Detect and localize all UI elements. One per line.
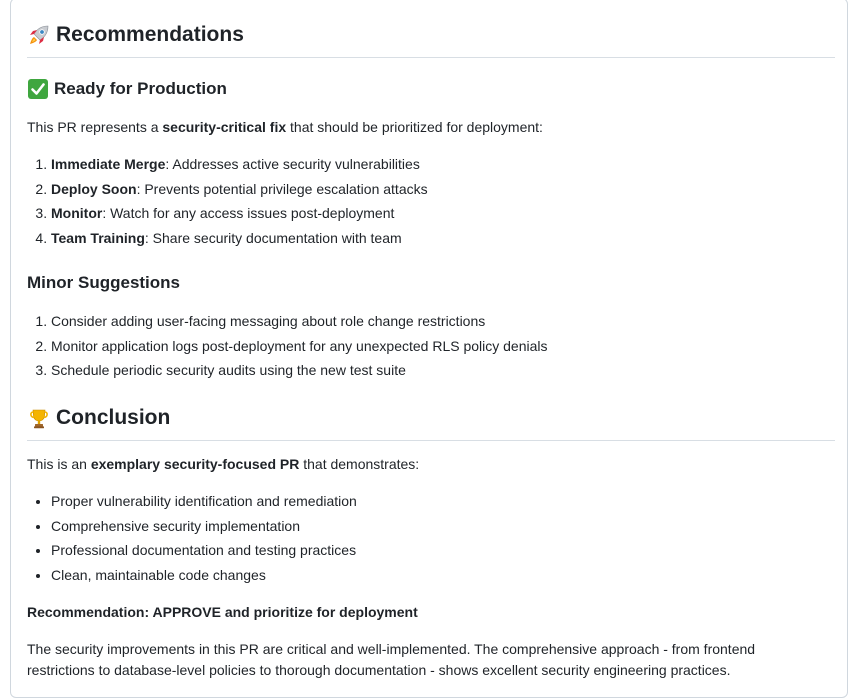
summary-line-1: The security improvements in this PR are critical and well-implemented. The comprehensive approach - from frontend [27, 641, 756, 657]
list-item: • Comprehensive security implementation [51, 516, 859, 537]
ready-intro-bold: security-critical fix [162, 119, 287, 135]
list-item [51, 154, 859, 175]
item-label: Team Training [51, 229, 145, 246]
list-item: • Professional documentation and testing practices [51, 540, 859, 561]
item-text: : Watch for any access issues post-deployment [102, 205, 395, 221]
conclusion-list [27, 491, 859, 589]
item-label: Deploy Soon [51, 180, 137, 197]
conclusion-section [27, 404, 835, 441]
item-label: Immediate Merge [51, 156, 166, 172]
conclusion-intro [27, 454, 835, 475]
check-mark-button-icon [27, 78, 49, 100]
recommendation-verdict [27, 602, 835, 623]
ready-title: Ready for Production [54, 79, 227, 98]
item-text: : Share security documentation with team [144, 229, 402, 246]
ready-list [27, 154, 859, 252]
minor-suggestions-heading: Minor Suggestions [27, 273, 180, 292]
ready-intro [27, 117, 835, 138]
ready-intro-text-end: that should be prioritized for deployment: [286, 119, 543, 135]
conclusion-intro-text-end: that demonstrates: [299, 456, 420, 472]
ready-intro-text: This PR represents a [27, 119, 163, 135]
recommendations-section [27, 21, 835, 58]
item-text: : Prevents potential privilege escalation attacks [136, 180, 428, 197]
rocket-icon [27, 23, 51, 47]
comment-body [10, 0, 848, 698]
conclusion-heading [27, 404, 835, 441]
list-item [51, 203, 859, 224]
list-item: 1. Consider adding user-facing messaging about role change restrictions [51, 311, 859, 332]
list-item: 3. Schedule periodic security audits using the new test suite [51, 360, 859, 381]
list-item [51, 228, 859, 249]
list-item: • Clean, maintainable code changes [51, 565, 859, 586]
item-text: : Addresses active security vulnerabilities [165, 156, 420, 172]
recommendation-verdict-text: Recommendation: APPROVE and prioritize for deployment [27, 604, 418, 620]
list-item: • Proper vulnerability identification and remediation [51, 491, 859, 512]
list-item [51, 179, 859, 200]
trophy-icon [27, 406, 51, 430]
ready-heading [27, 77, 835, 101]
conclusion-intro-bold: exemplary security-focused PR [90, 456, 300, 472]
conclusion-intro-text: This is an [27, 456, 91, 472]
minor-suggestions-list [27, 311, 859, 385]
recommendations-title: Recommendations [56, 23, 244, 46]
summary-line-2: restrictions to database-level policies to thorough documentation - shows excellent security engineering practices. [27, 662, 731, 678]
item-label: Monitor [51, 205, 103, 221]
ready-heading-row [27, 77, 835, 101]
conclusion-summary [27, 639, 835, 681]
list-item: 2. Monitor application logs post-deployment for any unexpected RLS policy denials [51, 336, 859, 357]
conclusion-title: Conclusion [56, 406, 171, 429]
recommendations-heading [27, 21, 835, 58]
